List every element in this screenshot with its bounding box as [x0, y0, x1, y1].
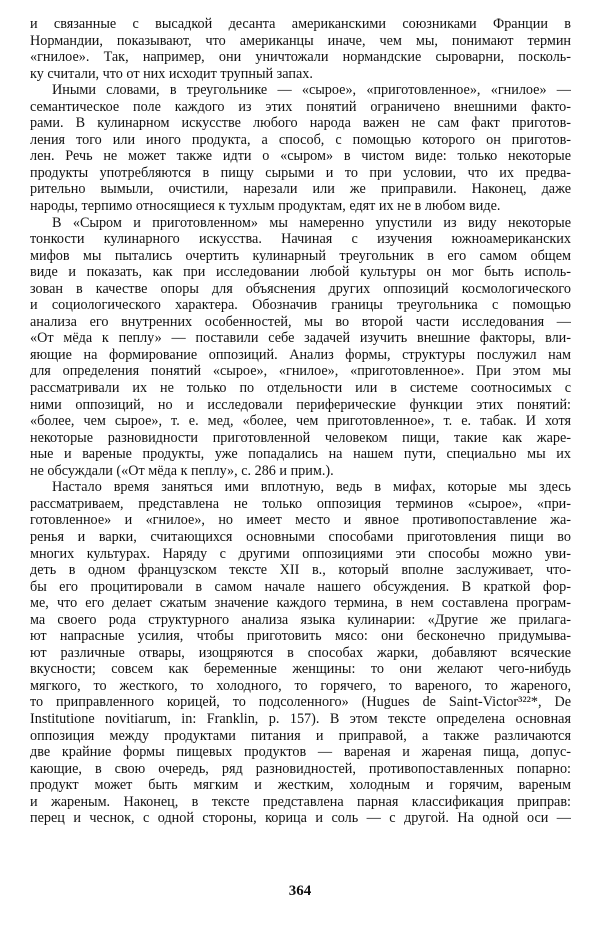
text-line: Institutione novitiarum, in: Franklin, p. 157). В этом тексте определена основная [30, 710, 571, 727]
text-line: «более, чем сырое», т. е. мед, «более, чем приготовленное», т. е. табак. И хотя [30, 413, 571, 430]
text-line: кающие, в свою очередь, ряд разновидностей, противопоставленных попарно: [30, 760, 571, 777]
text-line: яющие на формирование оппозиций. Анализ формы, структуры послужил нам [30, 346, 571, 363]
text-line: ют напрасные усилия, чтобы приготовить мясо: они бесконечно придумыва- [30, 628, 571, 645]
text-line: Настало время заняться ими вплотную, ведь в мифах, которые мы здесь [52, 479, 571, 496]
text-line: перец и чеснок, с одной стороны, корица и соль — с другой. На одной оси — [30, 810, 571, 827]
paragraph-2 [30, 82, 571, 214]
text-line: ку считали, что от них исходит трупный запах. [30, 65, 313, 82]
text-line: лен. Речь не может также идти о «сыром» в чистом виде: только некоторые [30, 148, 571, 165]
text-line: бы его процитировали в самом начале нашего обсуждения. В краткой фор- [30, 578, 571, 595]
text-line: для определения понятий «сырое», «гнилое», «приготовленное». При этом мы [30, 363, 571, 380]
text-line: ме, что его делает сжатым значение каждого термина, в нем составлена програм- [30, 595, 571, 612]
text-line: Нормандии, показывают, что американцы иначе, чем мы, понимают термин [30, 32, 571, 49]
text-line: продукты употребляются в пищу сырыми и то при условии, что их предва- [30, 164, 571, 181]
text-line: народы, терпимо относящиеся к тухлым продуктам, едят их не в любом виде. [30, 198, 501, 215]
text-line: ные и вареные продукты, уже попадались на нашем пути, специально мы их [30, 446, 571, 463]
text-line: виде и показать, как при исследовании любой культуры он мог быть исполь- [30, 264, 571, 281]
text-line: многих культурах. Наряду с другими оппозициями эти способы можно уви- [30, 545, 571, 562]
text-line: рассматриваем, представлена не только оппозиция терминов «сырое», «при- [30, 495, 571, 512]
text-line: ними оппозиций, но и исследовали периферические функции этих понятий: [30, 396, 571, 413]
page-number: 364 [288, 883, 312, 899]
text-line: тонкости кулинарного искусства. Начиная с изучения южноамериканских [30, 231, 571, 248]
text-line: зован в качестве опоры для объяснения других оппозиций космологического [30, 280, 571, 297]
text-line: анализа его внутренних особенностей, мы во второй части исследования — [30, 313, 571, 330]
text-line: мягкого, то жесткого, то холодного, то горячего, то вареного, то жареного, [30, 677, 571, 694]
paragraph-1 [30, 16, 571, 82]
text-line: некоторые разновидности приготовленной человеком пищи, такие как жаре- [30, 429, 571, 446]
text-line: мифов мы пытались очертить кулинарный треугольник в его самом общем [30, 247, 571, 264]
text-line: рительно вымыли, очистили, нарезали или же приправили. Наконец, даже [30, 181, 571, 198]
text-line: то приправленного корицей, то подсоленного» (Hugues de Saint-Victor³²²*, De [30, 694, 571, 711]
text-line: «гнилое». Так, например, они уничтожали нормандские сыроварни, посколь- [30, 49, 571, 66]
text-line: ют различные отвары, изощряются в способах жарки, добавляют всяческие [30, 644, 571, 661]
text-line: две крайние формы пищевых продуктов — вареная и жареная пища, допус- [30, 744, 571, 761]
text-line: «От мёда к пеплу» — поставили себе задачей изучить внешние факторы, вли- [30, 330, 571, 347]
text-line: Иными словами, в треугольнике — «сырое», «приготовленное», «гнилое» — [52, 82, 571, 99]
text-line: рами. В кулинарном искусстве любого народа важен не сам факт приготов- [30, 115, 571, 132]
text-line: и социологического характера. Обозначив границы треугольника с помощью [30, 297, 571, 314]
paragraph-4 [30, 479, 571, 826]
text-line: оппозиция между продуктами питания и приправой, а также различаются [30, 727, 571, 744]
text-line: готовленное» и «гнилое», но имеет место и явное противопоставление жа- [30, 512, 571, 529]
text-body [30, 16, 571, 827]
text-line: продукт может быть мягким и жестким, холодным и горячим, вареным [30, 777, 571, 794]
text-line: семантическое поле каждого из этих понятий ограничено внешними факто- [30, 98, 571, 115]
text-line: ления того или иного продукта, а способ, с помощью которого он приготов- [30, 131, 571, 148]
text-line: и жареным. Наконец, в тексте представлена парная классификация приправ: [30, 793, 571, 810]
text-line: не обсуждали («От мёда к пеплу», с. 286 и прим.). [30, 462, 334, 479]
text-line: ренья и варки, считающихся основными способами приготовления пищи во [30, 528, 571, 545]
paragraph-3 [30, 215, 571, 480]
text-line: и связанные с высадкой десанта американскими союзниками Франции в [30, 16, 571, 32]
text-line: ма своего рода структурного анализа языка кулинарии: «Другие же прилага- [30, 611, 571, 628]
text-line: В «Сыром и приготовленном» мы намеренно упустили из виду некоторые [52, 214, 571, 231]
text-line: деть в одном французском тексте XII в., который вполне заслуживает, что- [30, 562, 571, 579]
text-line: вкусности; совсем как беременные женщины: то они желают чего-нибудь [30, 661, 571, 678]
text-line: рассматривали их не только по отдельности или в системе соотносимых с [30, 380, 571, 397]
